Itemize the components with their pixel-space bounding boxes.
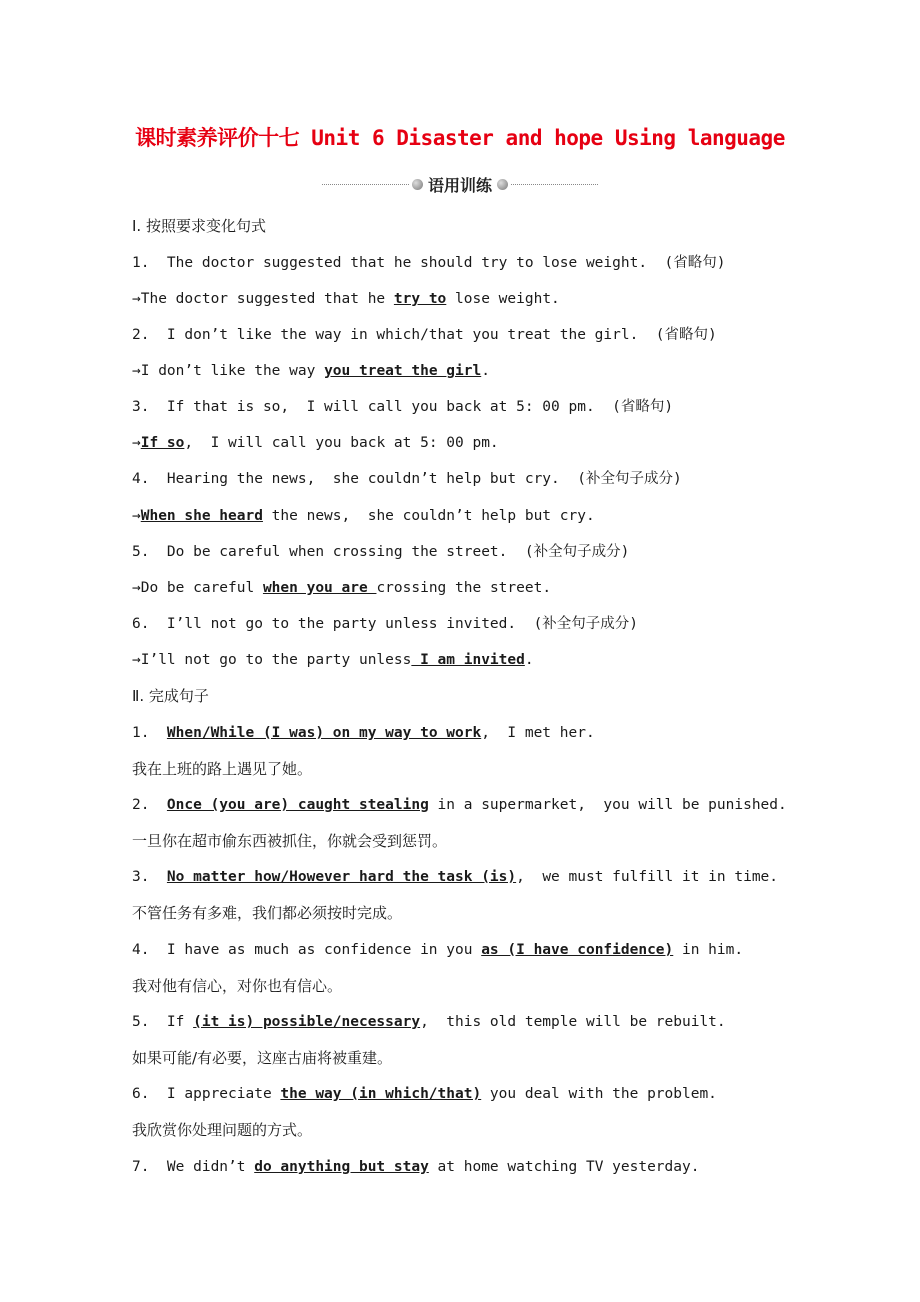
translation-text: 如果可能/有必要，这座古庙将被重建。 [132,1049,393,1067]
question-line [132,795,787,815]
answer-line [132,289,560,309]
question-line [132,723,595,743]
answer-blank: When/While (I was) on my way to work [166,725,482,741]
question-line [132,940,743,960]
section-heading [132,686,209,706]
question-line [132,1084,717,1104]
banner-rule-left [322,184,409,185]
section-banner [322,172,598,196]
question-text: at home watching TV yesterday. [428,1159,700,1175]
answer-blank: do anything but stay [254,1159,429,1175]
translation-line [132,1120,312,1140]
banner-label: 语用训练 [428,175,493,195]
answer-text: →I don’t like the way [132,363,325,379]
answer-text: → [132,508,141,524]
answer-blank: No matter how/However hard the task (is) [166,869,517,885]
question-text: 3. If that is so, I will call you back at 5: 00 pm. (省略句) [132,399,674,415]
answer-blank: try to [393,291,447,307]
question-line [132,542,629,562]
translation-text: 一旦你在超市偷东西被抓住，你就会受到惩罚。 [132,832,448,850]
translation-line [132,976,342,996]
question-line [132,1157,699,1177]
question-line [132,614,638,634]
question-text: 1. [132,725,167,741]
question-text: 4. Hearing the news, she couldn’t help but cry. (补全句子成分) [132,471,682,487]
question-line [132,1012,726,1032]
answer-text: crossing the street. [376,580,552,596]
question-text: , this old temple will be rebuilt. [420,1014,726,1030]
question-text: you deal with the problem. [481,1086,717,1102]
answer-text: →Do be careful [132,580,263,596]
translation-line [132,1048,392,1068]
answer-blank: when you are [262,580,377,596]
answer-line [132,361,490,381]
answer-blank: When she heard [140,508,263,524]
answer-text: . [481,363,490,379]
question-text: 2. [132,797,167,813]
question-line [132,325,717,345]
question-text: 6. I appreciate [132,1086,281,1102]
answer-text: →The doctor suggested that he [132,291,394,307]
question-text: in a supermarket, you will be punished. [428,797,787,813]
question-text: 5. Do be careful when crossing the street. (补全句子成分) [132,544,630,560]
answer-text: → [132,435,141,451]
answer-blank: as (I have confidence) [481,942,674,958]
banner-rule-right [511,184,598,185]
answer-blank: the way (in which/that) [280,1086,482,1102]
answer-line [132,650,534,670]
section-heading-text: Ⅱ. 完成句子 [132,687,209,705]
question-text: 4. I have as much as confidence in you [132,942,482,958]
question-text: 5. If [132,1014,194,1030]
translation-text: 我对他有信心，对你也有信心。 [132,977,343,995]
question-text: in him. [673,942,744,958]
bullet-icon [497,179,508,190]
answer-text: →I’ll not go to the party unless [132,652,412,668]
translation-line [132,831,447,851]
question-line [132,397,673,417]
answer-blank: Once (you are) caught stealing [166,797,429,813]
answer-text: , I will call you back at 5: 00 pm. [184,435,499,451]
answer-line [132,433,499,453]
translation-line [132,903,402,923]
question-text: 7. We didn’t [132,1159,255,1175]
bullet-icon [412,179,423,190]
answer-text: lose weight. [446,291,560,307]
question-text: 2. I don’t like the way in which/that you treat the girl. (省略句) [132,327,717,343]
question-line [132,867,778,887]
answer-text: . [524,652,534,668]
answer-blank: (it is) possible/necessary [193,1014,421,1030]
translation-line [132,759,312,779]
section-heading-text: Ⅰ. 按照要求变化句式 [132,217,266,235]
answer-line [132,506,595,526]
answer-blank: I am invited [411,652,525,668]
translation-text: 我在上班的路上遇见了她。 [132,760,313,778]
question-text: 6. I’ll not go to the party unless invited. (补全句子成分) [132,616,639,632]
question-line [132,253,725,273]
question-text: , I met her. [481,725,595,741]
question-text: 3. [132,869,167,885]
answer-blank: If so [140,435,185,451]
page-title: 课时素养评价十七 Unit 6 Disaster and hope Using language [135,126,785,150]
question-line [132,469,682,489]
question-text: 1. The doctor suggested that he should try to lose weight. (省略句) [132,255,726,271]
answer-blank: you treat the girl [324,363,482,379]
section-heading [132,216,266,236]
translation-text: 不管任务有多难，我们都必须按时完成。 [132,904,403,922]
translation-text: 我欣赏你处理问题的方式。 [132,1121,313,1139]
answer-line [132,578,551,598]
question-text: , we must fulfill it in time. [516,869,779,885]
answer-text: the news, she couldn’t help but cry. [262,508,595,524]
